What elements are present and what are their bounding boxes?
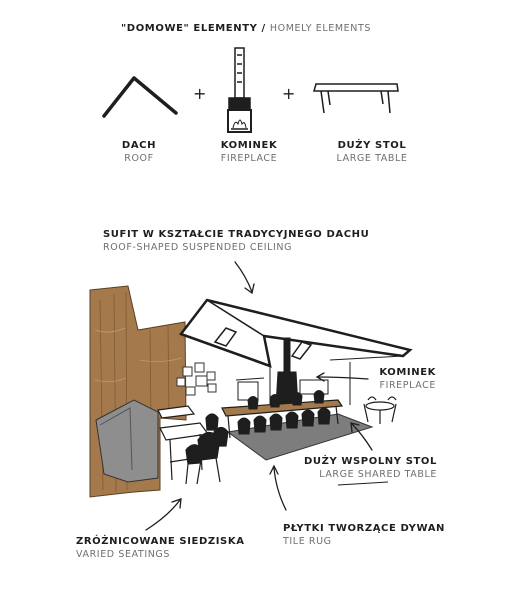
fireplace-label-en: FIREPLACE	[220, 153, 278, 164]
plus-operator: +	[282, 84, 297, 103]
seating-annotation-en: VARIED SEATINGS	[76, 549, 171, 560]
fireplace-annotation-pl: KOMINEK	[379, 367, 436, 378]
fireplace-label-pl: KOMINEK	[220, 140, 278, 151]
table-annotation-pl: DUŻY WSPOLNY STOL	[303, 456, 437, 467]
suspended-ceiling	[181, 300, 410, 366]
table-label-en: LARGE TABLE	[336, 153, 408, 164]
rug-annotation-en: TILE RUG	[283, 536, 332, 547]
table-annotation	[300, 455, 437, 481]
title-english: HOMELY ELEMENTS	[269, 23, 372, 34]
fireplace-annotation-en: FIREPLACE	[379, 380, 436, 391]
seating-annotation	[76, 535, 245, 561]
table-label-pl: DUŻY STOL	[337, 140, 407, 151]
roof-label-en: ROOF	[124, 153, 154, 164]
seating-annotation-pl: ZRÓŻNICOWANE SIEDZISKA	[76, 536, 245, 547]
underline-stroke	[338, 482, 388, 485]
rug-annotation	[283, 522, 445, 548]
fireplace-annotation	[350, 366, 436, 392]
ceiling-label-pl: SUFIT W KSZTAŁCIE TRADYCYJNEGO DACHU	[103, 229, 370, 240]
right-tables	[364, 397, 396, 424]
roof-label-pl: DACH	[121, 140, 157, 151]
rug-annotation-pl: PŁYTKI TWORZĄCE DYWAN	[283, 523, 446, 534]
ceiling-annotation	[103, 228, 369, 254]
table-annotation-en: LARGE SHARED TABLE	[319, 469, 437, 480]
ceiling-label-en: ROOF-SHAPED SUSPENDED CEILING	[103, 242, 293, 253]
title-separator: /	[257, 23, 270, 34]
plus-operator: +	[193, 84, 208, 103]
title-polish: "DOMOWE" ELEMENTY	[121, 23, 258, 34]
